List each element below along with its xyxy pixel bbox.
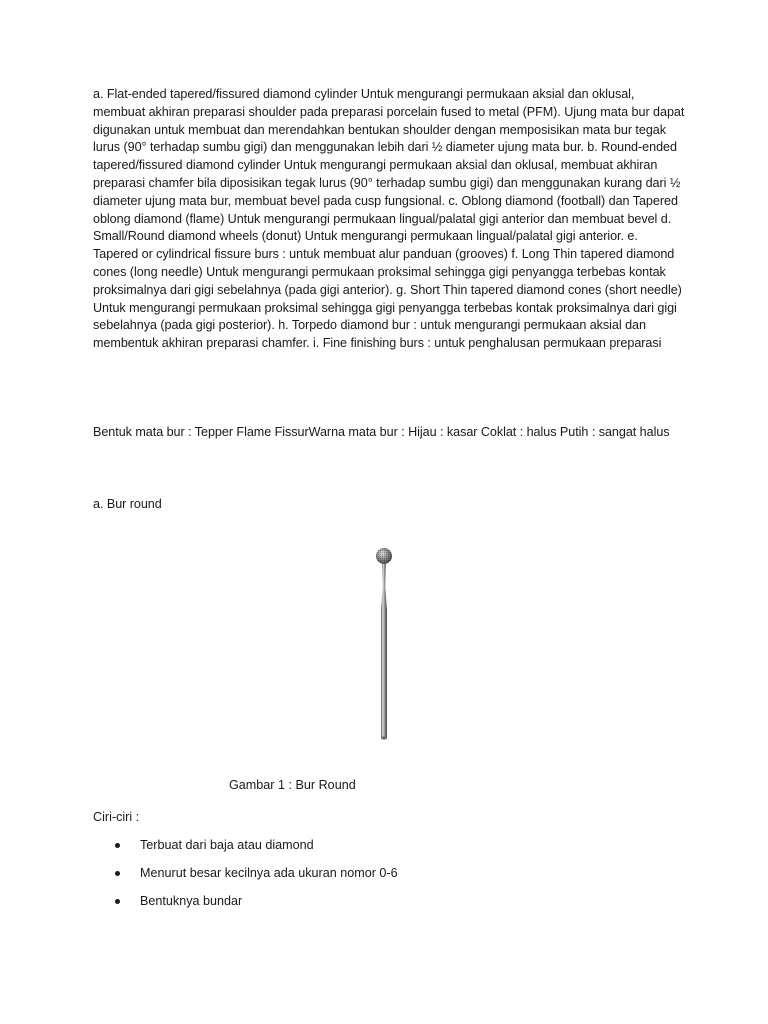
characteristics-list [112, 837, 612, 921]
list-item [112, 837, 612, 865]
section-heading-bur-round: a. Bur round [93, 497, 162, 511]
list-item [112, 893, 612, 921]
list-item-text: Bentuknya bundar [140, 894, 243, 908]
round-bur-illustration [364, 546, 404, 746]
round-bur-image [364, 546, 404, 746]
characteristics-title: Ciri-ciri : [93, 810, 140, 824]
bullet-icon [115, 899, 120, 904]
list-item [112, 865, 612, 893]
body-paragraph-bur-types: a. Flat-ended tapered/fissured diamond cylinder Untuk mengurangi permukaan aksial dan oklusal, membuat akhiran preparasi shoulder pada preparasi porcelain fused to metal (PFM). Ujung mata bur dapat digunakan untuk membuat dan merendahkan bentukan shoulder dengan memposisikan mata bur tegak lurus (90° terhadap sumbu gigi) dan menggunakan lebih dari ½ diameter ujung mata bur. b. Round-ended tapered/fissured diamond cylinder Untuk mengurangi permukaan aksial dan oklusal, membuat akhiran preparasi chamfer bila diposisikan tegak lurus (90° terhadap sumbu gigi) dan menggunakan kurang dari ½ diameter ujung mata bur, membuat bevel pada cusp fungsional. c. Oblong diamond (football) dan Tapered oblong diamond (flame) Untuk mengurangi permukaan lingual/palatal gigi anterior dan membuat bevel d. Small/Round diamond wheels (donut) Untuk mengurangi permukaan lingual/palatal gigi anterior. e. Tapered or cylindrical fissure burs : untuk membuat alur panduan (grooves) f. Long Thin tapered diamond cones (long needle) Untuk mengurangi permukaan proksimal sehingga gigi penyangga terbebas kontak proksimalnya dari gigi sebelahnya (pada gigi anterior). g. Short Thin tapered diamond cones (short needle) Untuk mengurangi permukaan proksimal sehingga gigi penyangga terbebas kontak proksimalnya dari gigi sebelahnya (pada gigi posterior). h. Torpedo diamond bur : untuk mengurangi permukaan aksial dan membentuk akhiran preparasi chamfer. i. Fine finishing burs : untuk penghalusan permukaan preparasi [93, 87, 685, 351]
bullet-icon [115, 871, 120, 876]
figure-caption: Gambar 1 : Bur Round [229, 778, 356, 792]
list-item-text: Terbuat dari baja atau diamond [140, 838, 314, 852]
bullet-icon [115, 843, 120, 848]
body-paragraph-bur-shape-color: Bentuk mata bur : Tepper Flame FissurWarna mata bur : Hijau : kasar Coklat : halus Putih : sangat halus [93, 425, 670, 439]
list-item-text: Menurut besar kecilnya ada ukuran nomor 0-6 [140, 866, 398, 880]
